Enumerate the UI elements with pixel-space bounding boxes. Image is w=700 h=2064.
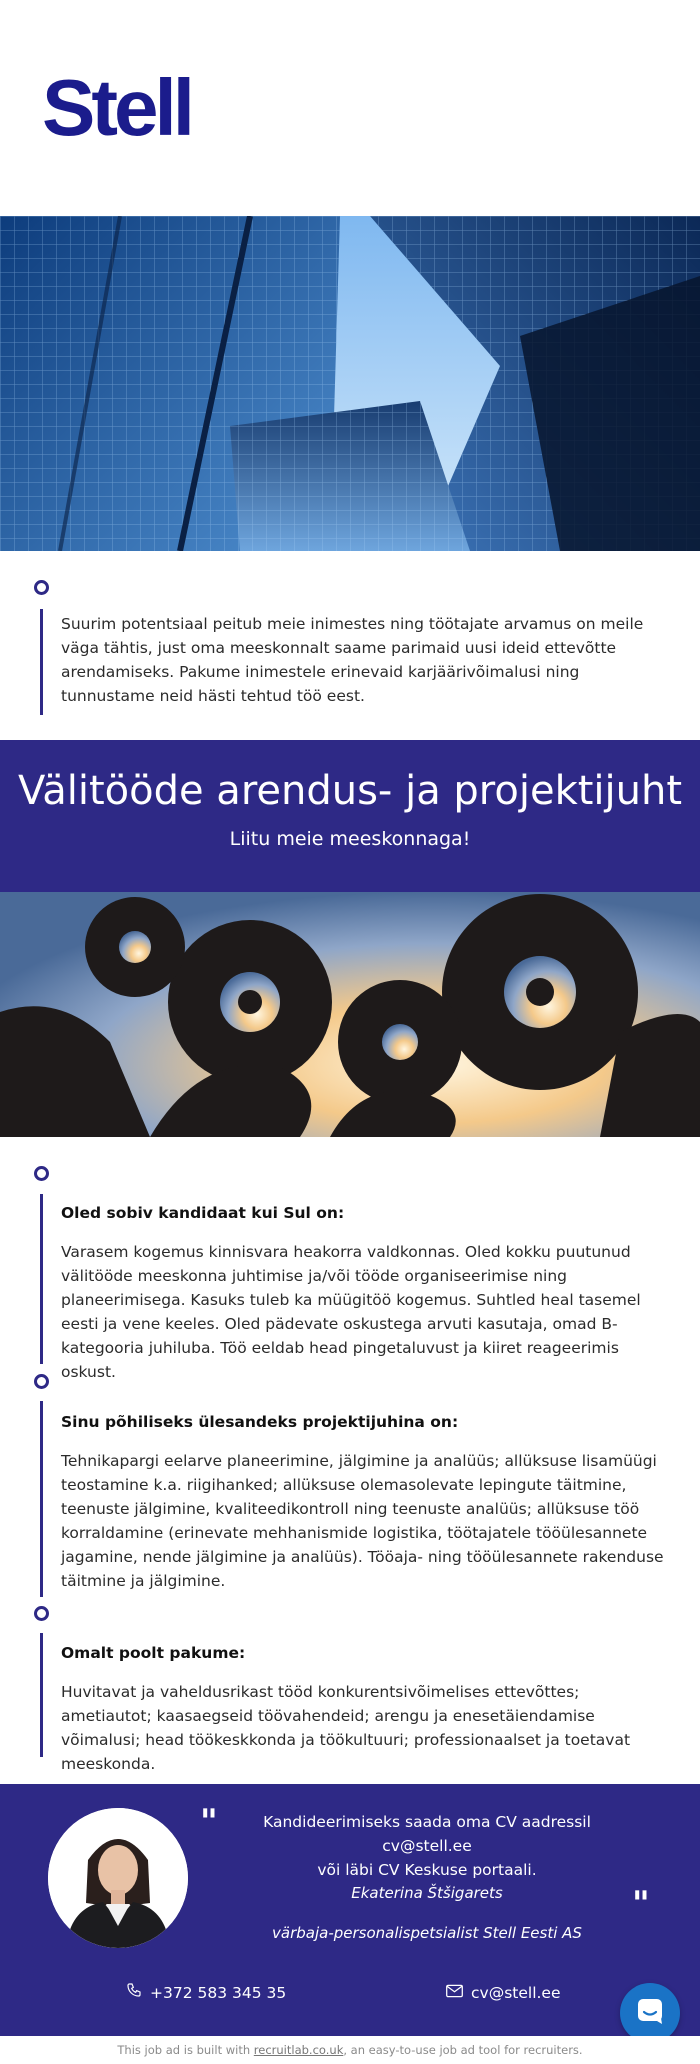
stell-logo: Stell — [42, 63, 191, 152]
footer-prefix: This job ad is built with — [117, 2043, 254, 2057]
recruitlab-link[interactable]: recruitlab.co.uk — [253, 2043, 344, 2057]
requirements-text: Varasem kogemus kinnisvara heakorra valdkonnas. Oled kokku puutunud välitööde meeskonna juhtimise ja/või tööde organiseerimise ning planeerimisega. Kasuks tuleb ka müügitöö kogemus. Suhtled heal tasemel eesti ja vene keeles. Oled pädevate oskustega arvuti kasutaja, omad B-kategooria juhiluba. Töö eeldab head pingetaluvust ja kiiret reageerimis oskust. — [61, 1243, 641, 1381]
offer-text: Huvitavat ja vaheldusrikast tööd konkurentsivõimelises ettevõttes; ametiautot; kaasaegseid töövahendeid; arengu ja enesetäiendamise võimalusi; head töökeskkonda ja töökultuuri; professionaalset ja toetavat meeskonda. — [61, 1683, 631, 1773]
title-banner — [0, 740, 700, 892]
mail-icon — [446, 1982, 463, 2004]
intro-text: Suurim potentsiaal peitub meie inimestes ning töötajate arvamus on meile väga tähtis, just oma meeskonnalt saame parimaid uusi ideid ettevõtte arendamiseks. Pakume inimestele erinevaid karjäärivõimalusi ning tunnustame neid hästi tehtud töö eest. — [61, 615, 644, 705]
timeline-dot — [34, 1606, 49, 1621]
timeline-line — [40, 1401, 43, 1597]
phone-link[interactable] — [126, 1982, 286, 2004]
application-instructions — [222, 1810, 632, 1882]
timeline-line — [40, 1633, 43, 1757]
chat-button[interactable] — [620, 1983, 680, 2043]
tasks-text: Tehnikapargi eelarve planeerimine, jälgimine ja analüüs; allüksuse lisamüügi teostamine k.a. riigihanked; allüksuse olemasolevate lepingute täitmine, teenuste jälgimine, kvaliteedikontroll ning teenuste analüüs; allüksuse töö korraldamine (erinevate mehhanismide logistika, töötajatele tööülesannete jagamine, nende jälgimine ja analüüs). Tööaja- ning tööülesannete rakenduse täitmine ja jälgimine. — [61, 1452, 664, 1590]
quote-line-1: Kandideerimiseks saada oma CV aadressil cv@stell.ee — [263, 1813, 591, 1855]
timeline-dot — [34, 1374, 49, 1389]
timeline-dot — [34, 580, 49, 595]
timeline-dot — [34, 1166, 49, 1181]
quote-close-icon: " — [632, 1884, 650, 1924]
requirements-block — [0, 1137, 700, 1381]
gears-image — [0, 892, 700, 1137]
offer-block — [0, 1599, 700, 1784]
footer — [0, 2036, 700, 2064]
phone-number: +372 583 345 35 — [150, 1984, 287, 2002]
quote-open-icon: " — [200, 1802, 218, 1842]
recruiter-name: Ekaterina Štšigarets — [351, 1884, 503, 1902]
footer-suffix: , an easy-to-use job ad tool for recruiters. — [343, 2043, 583, 2057]
quote-line-2: või läbi CV Keskuse portaali. — [317, 1861, 537, 1879]
email-address: cv@stell.ee — [471, 1984, 561, 2002]
offer-title: Omalt poolt pakume: — [61, 1644, 246, 1662]
timeline-line — [40, 1194, 43, 1364]
job-subtitle: Liitu meie meeskonnaga! — [229, 828, 471, 850]
tasks-section — [61, 1410, 671, 1593]
recruiter-avatar — [48, 1808, 188, 1948]
email-link[interactable] — [446, 1982, 561, 2004]
job-title: Välitööde arendus- ja projektijuht — [17, 768, 683, 814]
chat-icon — [635, 1996, 665, 2030]
phone-icon — [126, 1982, 142, 2004]
requirements-section — [61, 1201, 671, 1384]
offer-section — [61, 1641, 671, 1776]
contact-section — [0, 1784, 700, 2036]
tasks-block — [0, 1367, 700, 1599]
requirements-title: Oled sobiv kandidaat kui Sul on: — [61, 1204, 345, 1222]
intro-block — [0, 551, 700, 740]
tasks-title: Sinu põhiliseks ülesandeks projektijuhina on: — [61, 1413, 459, 1431]
header — [0, 0, 700, 216]
hero-image-skyscrapers — [0, 216, 700, 551]
recruiter-role: värbaja-personalispetsialist Stell Eesti AS — [272, 1924, 582, 1942]
timeline-line — [40, 609, 43, 715]
